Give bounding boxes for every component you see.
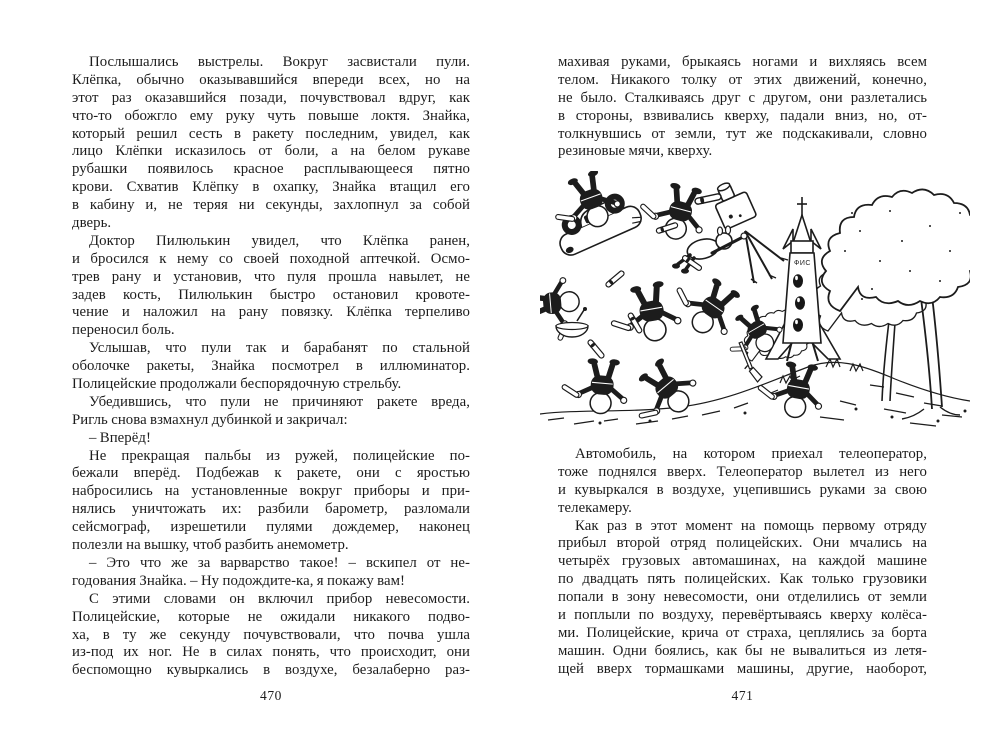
policeman — [605, 279, 684, 348]
text-line: рубашки появилось красное расплывающееся пятно — [72, 161, 470, 178]
illustration — [540, 171, 970, 439]
policeman — [634, 175, 712, 246]
text-line: дверь. — [72, 215, 112, 232]
text-line: Ригль снова взмахнул дубинкой и закричал: — [72, 411, 348, 428]
illustration-svg — [540, 171, 970, 439]
rocket-label: ФИС — [794, 260, 811, 267]
text-line: из-под их ног. Не в силах понять, что происходит, они — [72, 644, 470, 661]
right-page-number: 471 — [731, 688, 754, 703]
text-line: резиновые мячи, кверху. — [558, 143, 713, 160]
text-line: годования Знайка. – Ну подождите-ка, я покажу вам! — [72, 572, 405, 589]
text-line: по двадцать пять полицейских. Как только грузовики — [558, 571, 927, 588]
text-line: беспомощно кувыркались в воздухе, безалаберно раз- — [72, 662, 470, 679]
left-page-number: 470 — [259, 688, 283, 703]
text-line: полезли на вышку, чтоб разбить анемометр. — [72, 537, 349, 554]
text-line: оболочке ракеты, Знайка посмотрел в иллюминатор. — [72, 358, 470, 375]
text-line: Послышались выстрелы. Вокруг засвистали пули. — [89, 54, 470, 70]
text-line: задев кость, Пилюлькин быстро остановил кровоте- — [72, 286, 470, 303]
text-line: попали в зону невесомости, они отделились от земли — [558, 589, 927, 606]
text-line: Автомобиль, на котором приехал телеоператор, — [575, 446, 927, 462]
text-line: ха, в ту же секунду почувствовали, что почва ушла — [72, 626, 470, 643]
text-line: Клёпка, обычно оказывавшийся впереди всех, но на — [72, 71, 470, 88]
policeman — [664, 262, 750, 345]
text-line: Полицейские, которые не ожидали никакого подво- — [72, 608, 470, 625]
text-line: Как раз в этот момент на помощь первому отряду — [575, 517, 927, 534]
text-line: в кабину и, не теряя ни секунды, захлопнул за собой — [72, 197, 470, 214]
text-line: Убедившись, что пули не причиняют ракете вреда, — [89, 393, 470, 410]
text-line: что-то обожгло ему руку чуть повыше локтя. Знайка, — [72, 107, 470, 124]
text-line: чение и наложил на рану повязку. Клёпка терпеливо — [72, 304, 470, 321]
text-line: – Вперёд! — [89, 429, 151, 446]
policeman — [753, 356, 828, 422]
text-line: переносил боль. — [72, 322, 175, 339]
policemen — [540, 171, 828, 435]
text-line: телом. Никакого толку от этих движений, конечно, — [558, 71, 927, 88]
text-line: бежали вперёд. Подбежав к ракете, они с яростью — [72, 465, 470, 482]
policeman — [559, 355, 630, 416]
text-line: набросились на установленные вокруг приборы и при- — [72, 483, 470, 500]
right-page-top-text-column — [558, 54, 927, 161]
text-line: Не прекращая пальбы из ружей, полицейские по- — [89, 447, 470, 464]
text-line: тоже поднялся вверх. Телеоператор вылетел из него — [558, 463, 927, 480]
text-line: и поплыли по воздуху, перевёртываясь кверху колёса- — [558, 607, 927, 624]
text-line: нялись уничтожать их: разбили барометр, разломали — [72, 501, 470, 518]
text-line: и кувыркался в воздухе, уцепившись руками за свою — [558, 481, 927, 498]
right-page-bottom-text-column — [558, 446, 927, 679]
text-line: Доктор Пилюлькин увидел, что Клёпка ранен, — [89, 232, 470, 249]
text-line: ми. Полицейские, крича от страха, цеплялись за борта — [558, 624, 927, 641]
text-line: четырёх грузовых автомашинах, на каждой машине — [558, 553, 927, 570]
policeman — [619, 350, 705, 435]
text-line: С этими словами он включил прибор невесомости. — [89, 590, 470, 607]
text-line: махивая руками, брыкаясь ногами и вихляясь всем — [558, 54, 927, 70]
text-line: Услышав, что пули так и барабанят по стальной — [89, 340, 470, 357]
text-line: который решил сесть в ракету последним, увидел, как — [72, 125, 470, 142]
text-line: не было. Сталкиваясь друг с другом, они разлетались — [558, 89, 927, 106]
text-line: толкнувшись от земли, тут же подскакивали, словно — [558, 125, 927, 142]
text-line: щей вверх тормашками машины, другие, наоборот, — [558, 660, 927, 677]
text-line: трев рану и установив, что пуля прошла навылет, не — [72, 268, 470, 285]
text-line: Полицейские продолжали беспорядочную стрельбу. — [72, 376, 402, 393]
text-line: лицо Клёпки исказилось от боли, а на белом рукаве — [72, 143, 470, 160]
text-line: этот раз оказавшийся позади, почувствовал вдруг, как — [72, 89, 470, 106]
text-line: прибыл второй отряд полицейских. Они мчались на — [558, 535, 927, 552]
text-line: крови. Схватив Клёпку в охапку, Знайка втащил его — [72, 179, 470, 196]
text-line: – Это что же за варварство такое! – вскипел от не- — [89, 554, 470, 571]
text-line: машин. Одни боялись, как бы не вывалиться из летя- — [558, 642, 927, 659]
text-line: телекамеру. — [558, 499, 632, 516]
text-line: сейсмограф, изрешетили пулями дождемер, наконец — [72, 519, 470, 536]
text-line: и бросился к нему со своей походной аптечкой. Осмо- — [72, 250, 470, 267]
left-page-text-column — [72, 54, 470, 680]
text-line: в стороны, взвивались кверху, падали вниз, но, от- — [558, 107, 927, 124]
